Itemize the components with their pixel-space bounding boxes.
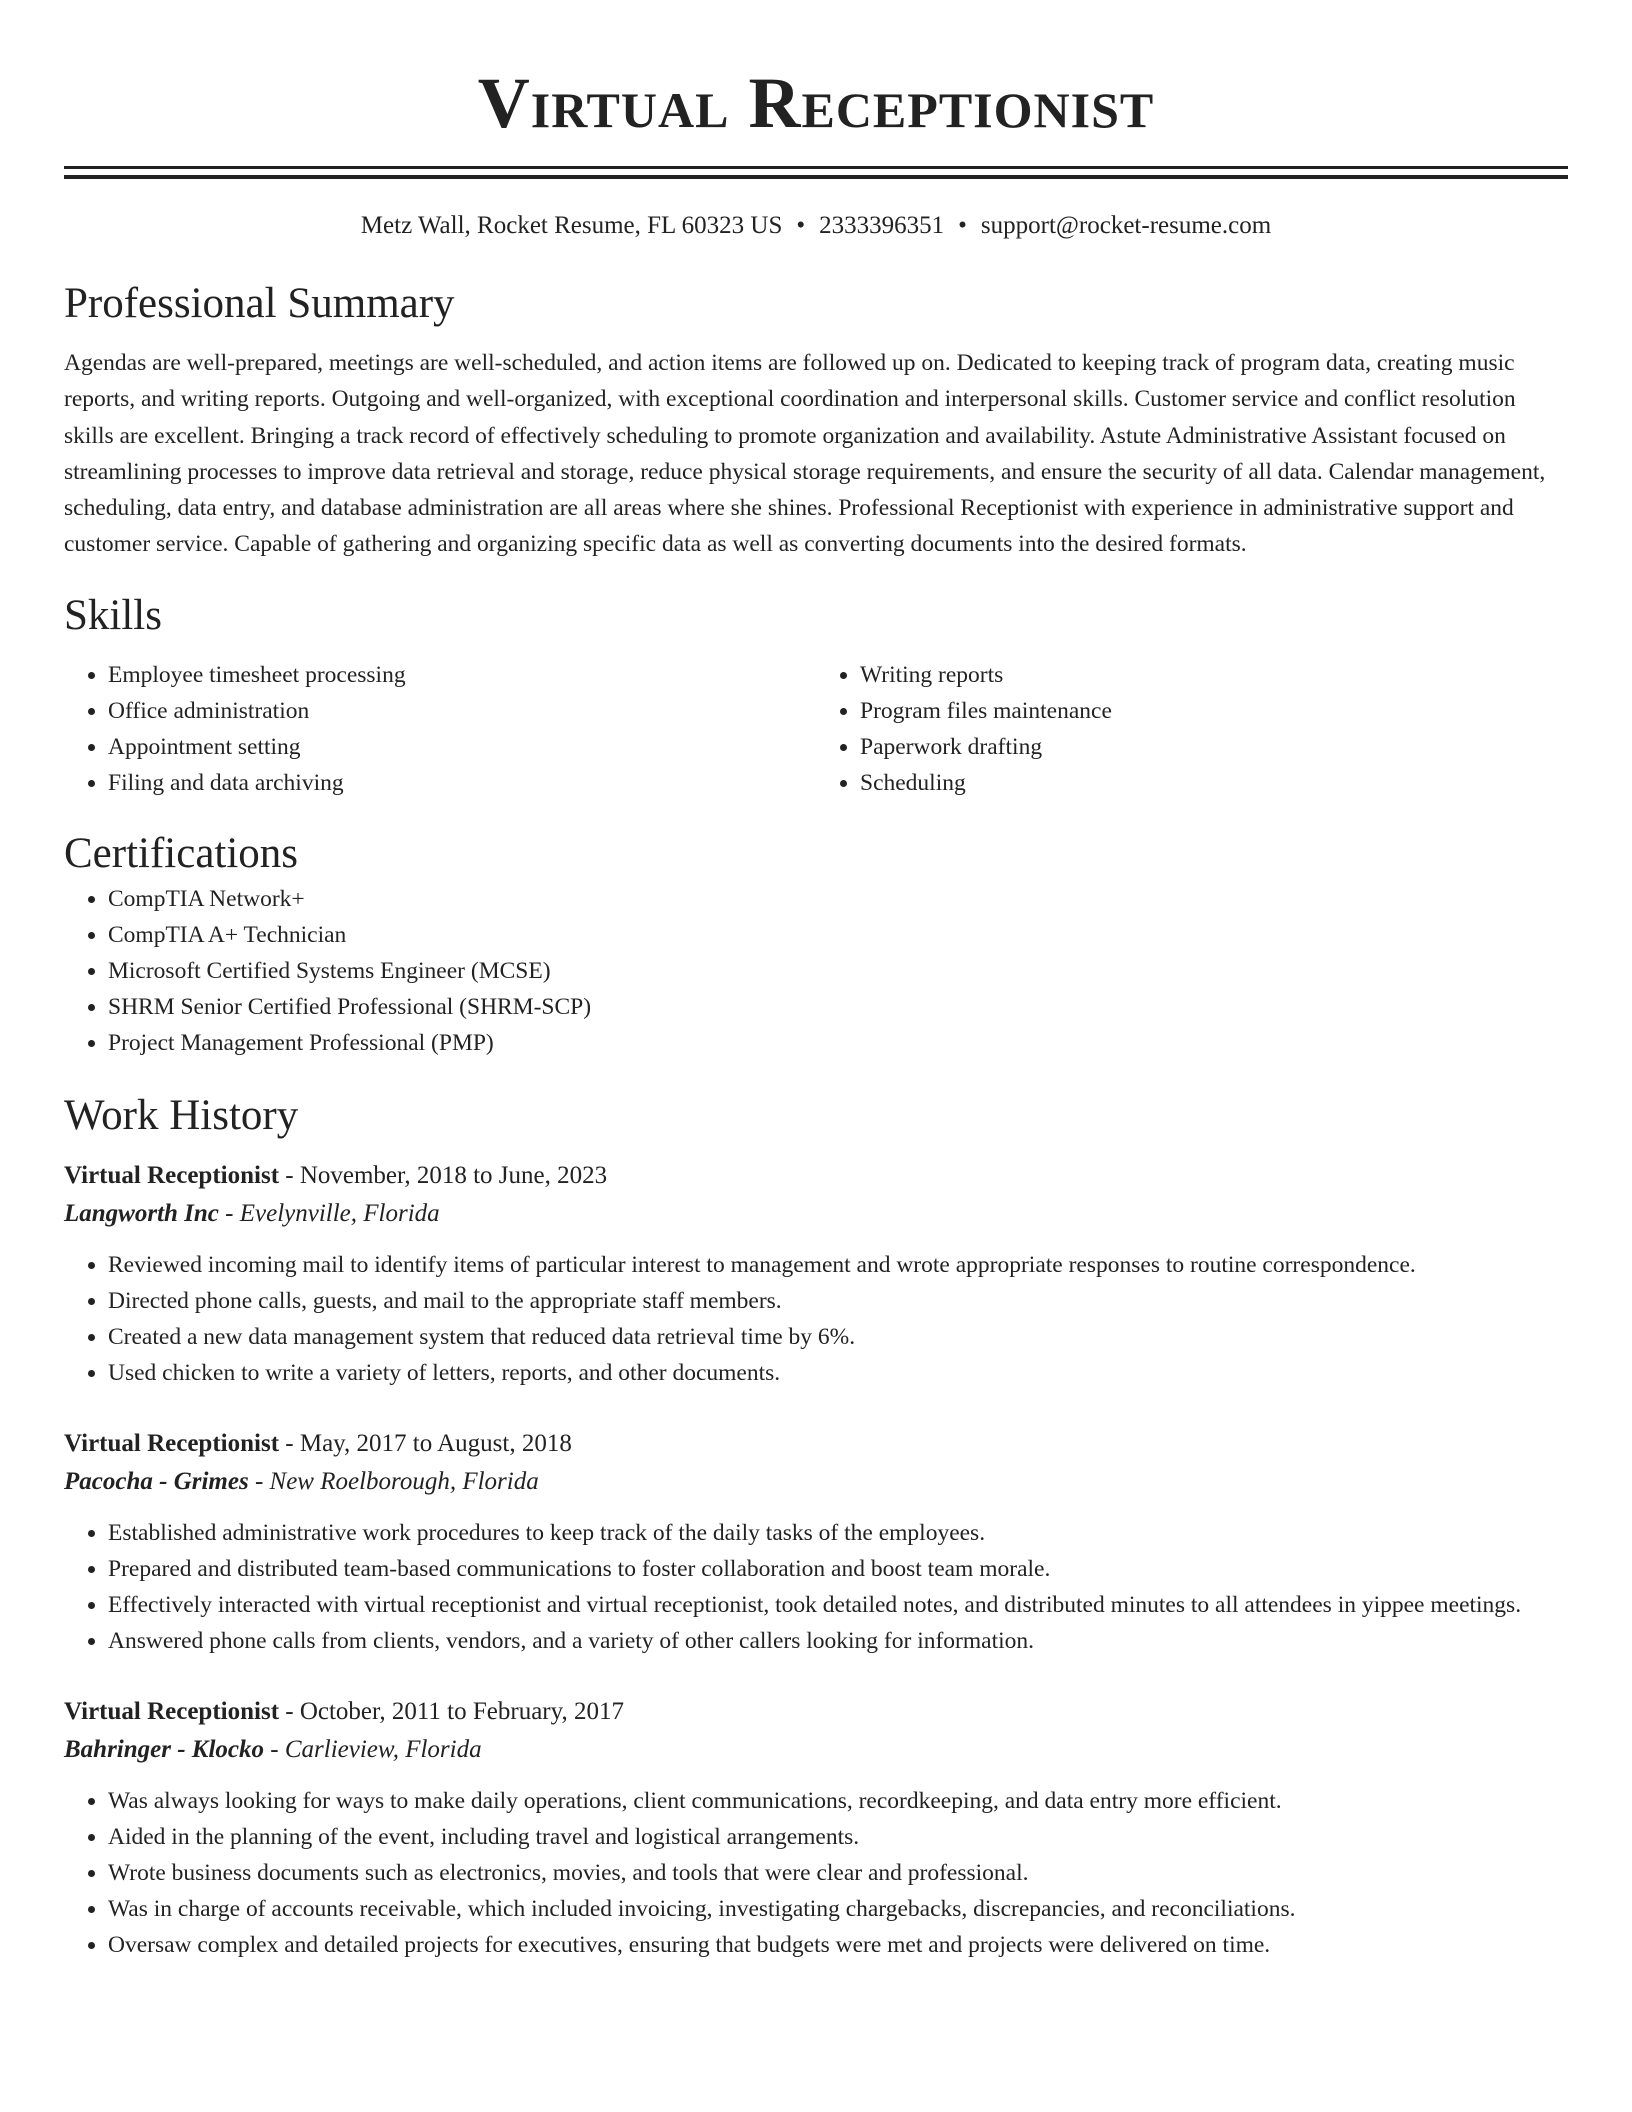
job-duty: • Aided in the planning of the event, including travel and logistical arrangements. [108,1819,1568,1855]
job-role: Virtual Receptionist [64,1697,280,1725]
job-duty: • Created a new data management system that reduced data retrieval time by 6%. [108,1319,1568,1355]
job-company: Bahringer - Klocko [64,1735,265,1763]
job-role: Virtual Receptionist [64,1429,280,1457]
job-location: - Carlieview, Florida [264,1735,482,1763]
job-duty: • Was always looking for ways to make daily operations, client communications, recordkeeping, and data entry more efficient. [108,1783,1568,1819]
job-duty: • Oversaw complex and detailed projects for executives, ensuring that budgets were met and projects were delivered on time. [108,1927,1568,1963]
contact-address: Metz Wall, Rocket Resume, FL 60323 US [360,212,783,239]
job-dates: - May, 2017 to August, 2018 [279,1429,572,1457]
header-rule-thin [64,166,1568,169]
skill-item: • Writing reports [860,657,1568,693]
skill-item: • Program files maintenance [860,693,1568,729]
job-duties [64,1247,1568,1391]
job-dates: - November, 2018 to June, 2023 [279,1161,608,1189]
job-title-line [64,1693,1568,1731]
skill-item: • Scheduling [860,765,1568,801]
skill-item: • Appointment setting [108,729,816,765]
job-company-line [64,1731,1568,1769]
certification-item: • Microsoft Certified Systems Engineer (MCSE) [108,953,1568,989]
job-duty: • Directed phone calls, guests, and mail to the appropriate staff members. [108,1283,1568,1319]
header-rule-thick [64,175,1568,179]
contact-separator: • [796,212,806,239]
contact-line [64,209,1568,243]
job-entry [64,1425,1568,1659]
work-history-heading: Work History [64,1091,299,1139]
job-duties [64,1515,1568,1659]
contact-email: support@rocket-resume.com [980,212,1272,239]
job-duty: • Used chicken to write a variety of letters, reports, and other documents. [108,1355,1568,1391]
job-duty: • Reviewed incoming mail to identify items of particular interest to management and wrote appropriate responses to routine correspondence. [108,1247,1568,1283]
certifications-heading: Certifications [64,829,299,877]
certification-item: • Project Management Professional (PMP) [108,1025,1568,1061]
resume-page [64,0,1568,1963]
certification-item: • SHRM Senior Certified Professional (SHRM-SCP) [108,989,1568,1025]
skill-item: • Office administration [108,693,816,729]
job-location: - Evelynville, Florida [218,1199,440,1227]
resume-title: Virtual Receptionist [477,63,1155,143]
skills-column-right [816,657,1568,801]
skills-column-left [64,657,816,801]
job-dates: - October, 2011 to February, 2017 [279,1697,624,1725]
certification-item: • CompTIA Network+ [108,881,1568,917]
job-location: - New Roelborough, Florida [248,1467,539,1495]
job-duty: • Established administrative work procedures to keep track of the daily tasks of the employees. [108,1515,1568,1551]
job-duty: • Wrote business documents such as electronics, movies, and tools that were clear and professional. [108,1855,1568,1891]
job-company: Pacocha - Grimes [64,1467,249,1495]
job-role: Virtual Receptionist [64,1161,280,1189]
summary-text: Agendas are well-prepared, meetings are well-scheduled, and action items are followed up on. Dedicated to keeping track of program data, creating music reports, and writing reports. Outgoing and well-organized, with exceptional coordination and interpersonal skills. Customer service and conflict resolution skills are excellent. Bringing a track record of effectively scheduling to promote organization and availability. Astute Administrative Assistant focused on streamlining processes to improve data retrieval and storage, reduce physical storage requirements, and ensure the security of all data. Calendar management, scheduling, data entry, and database administration are all areas where she shines. Professional Receptionist with experience in administrative support and customer service. Capable of gathering and organizing specific data as well as converting documents into the desired formats. [64,350,1546,558]
job-duty: • Effectively interacted with virtual receptionist and virtual receptionist, took detailed notes, and distributed minutes to all attendees in yippee meetings. [108,1587,1568,1623]
contact-separator: • [958,212,967,239]
certification-item: • CompTIA A+ Technician [108,917,1568,953]
skills-list [64,657,1568,801]
job-entry [64,1693,1568,1963]
job-company: Langworth Inc [64,1199,219,1227]
job-duty: • Prepared and distributed team-based communications to foster collaboration and boost team morale. [108,1551,1568,1587]
skill-item: • Paperwork drafting [860,729,1568,765]
job-entry [64,1157,1568,1391]
contact-phone: 2333396351 [819,212,945,239]
job-company-line [64,1195,1568,1233]
skills-heading: Skills [64,591,162,639]
job-duty: • Answered phone calls from clients, vendors, and a variety of other callers looking for information. [108,1623,1568,1659]
job-title-line [64,1425,1568,1463]
certifications-list [64,881,1568,1061]
skill-item: • Employee timesheet processing [108,657,816,693]
skill-item: • Filing and data archiving [108,765,816,801]
job-duty: • Was in charge of accounts receivable, which included invoicing, investigating chargebacks, discrepancies, and reconciliations. [108,1891,1568,1927]
job-company-line [64,1463,1568,1501]
summary-heading: Professional Summary [64,280,455,327]
job-duties [64,1783,1568,1963]
job-title-line [64,1157,1568,1195]
